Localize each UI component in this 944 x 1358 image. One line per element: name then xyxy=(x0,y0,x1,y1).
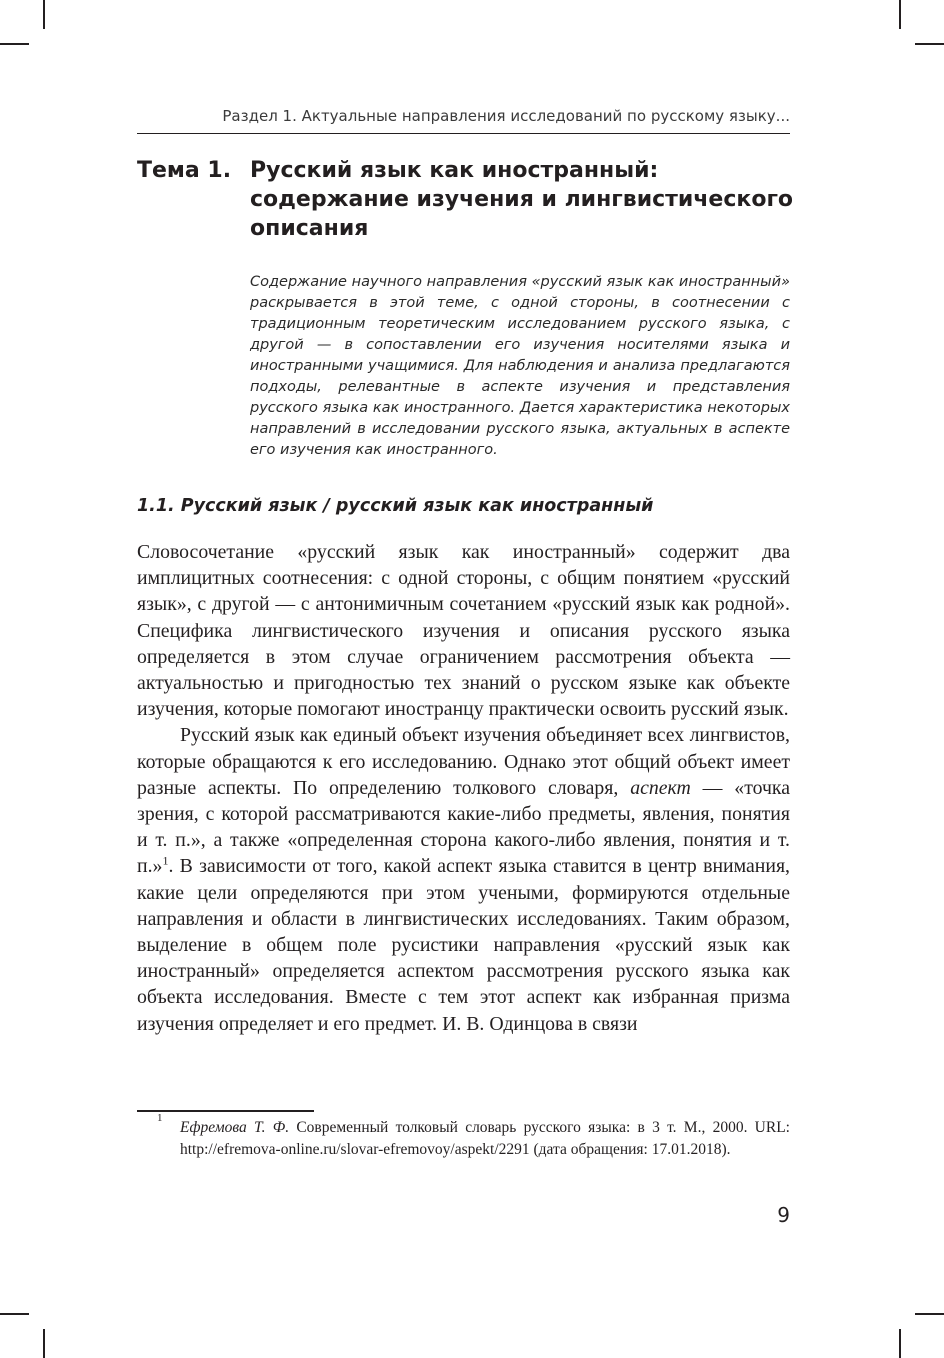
section-heading: 1.1. Русский язык / русский язык как иностранный xyxy=(137,496,654,516)
page-number: 9 xyxy=(777,1203,790,1227)
footnote-separator xyxy=(137,1110,314,1112)
paragraph-1: Словосочетание «русский язык как иностранный» содержит два имплицитных соотнесения: с одной стороны, с общим понятием «русский язык», с другой — с антонимичным сочетанием «русский язык как родной». Специфика лингвистического изучения и описания русского языка определяется в этом случае ограничением рассмотрения объекта — актуальностью и пригодностью тех знаний о русском языке как объекте изучения, которые помогают иностранцу практически освоить русский язык. xyxy=(137,541,790,721)
crop-mark-bottom-right-v xyxy=(899,1329,901,1358)
paragraph-2-part-b: — «точка зрения, с которой рассматриваются какие-либо предметы, явления, понятия и т. п.», а также «определенная сторона какого-либо явления, понятия и т. п.» xyxy=(137,776,790,878)
body-text xyxy=(137,539,790,1037)
crop-mark-top-left-v xyxy=(43,0,45,29)
crop-mark-bottom-right-h xyxy=(915,1313,944,1315)
paragraph-2-part-c: . В зависимости от того, какой аспект языка ставится в центр внимания, какие цели определяются при этом учеными, формируются отдельные направления и области в лингвистических исследованиях. Таким образом, выделение в общем поле русистики направления «русский язык как иностранный» определяется аспектом рассмотрения русского языка как объекта исследования. Вместе с тем этот аспект как избранная призма изучения определяет и его предмет. И. В. Одинцова в связи xyxy=(137,855,790,1035)
term-aspect: аспект xyxy=(630,776,691,799)
footnote-author: Ефремова Т. Ф. xyxy=(180,1119,290,1136)
crop-mark-top-right-h xyxy=(915,43,944,45)
footnote-number: 1 xyxy=(157,1112,163,1124)
crop-mark-top-left-h xyxy=(0,43,29,45)
running-title: Раздел 1. Актуальные направления исследований по русскому языку... xyxy=(222,107,790,125)
footnote-text: Современный толковый словарь русского языка: в 3 т. М., 2000. URL: http://efremova-online.ru/slovar-efremovoy/aspekt/2291 (дата обращения: 17.01.2018). xyxy=(180,1119,790,1158)
paragraph-2 xyxy=(137,722,790,1036)
crop-mark-top-right-v xyxy=(899,0,901,29)
crop-mark-bottom-left-h xyxy=(0,1313,29,1315)
crop-mark-bottom-left-v xyxy=(43,1329,45,1358)
topic-abstract: Содержание научного направления «русский язык как иностранный» раскрывается в этой теме, с одной стороны, в соотнесении с традиционным теоретическим исследованием русского языка, с другой — в сопоставлении его изучения носителями языка и иностранными учащимися. Для наблюдения и анализа предлагаются подходы, релевантные в аспекте изучения и представления русского языка как иностранного. Дается характеристика некоторых направлений в исследовании русского языка, актуальных в аспекте его изучения как иностранного. xyxy=(250,274,790,458)
topic-label: Тема 1. xyxy=(137,158,232,183)
paragraph-2-part-a: Русский язык как единый объект изучения объединяет всех лингвистов, которые обращаются к его исследованию. Однако этот общий объект имеет разные аспекты. По определению толкового словаря, xyxy=(137,724,790,799)
footnote-reference[interactable]: 1 xyxy=(162,853,169,868)
footnote xyxy=(180,1117,790,1161)
running-header xyxy=(137,104,790,134)
topic-title: Русский язык как иностранный: содержание изучения и лингвистического описания xyxy=(250,158,794,241)
